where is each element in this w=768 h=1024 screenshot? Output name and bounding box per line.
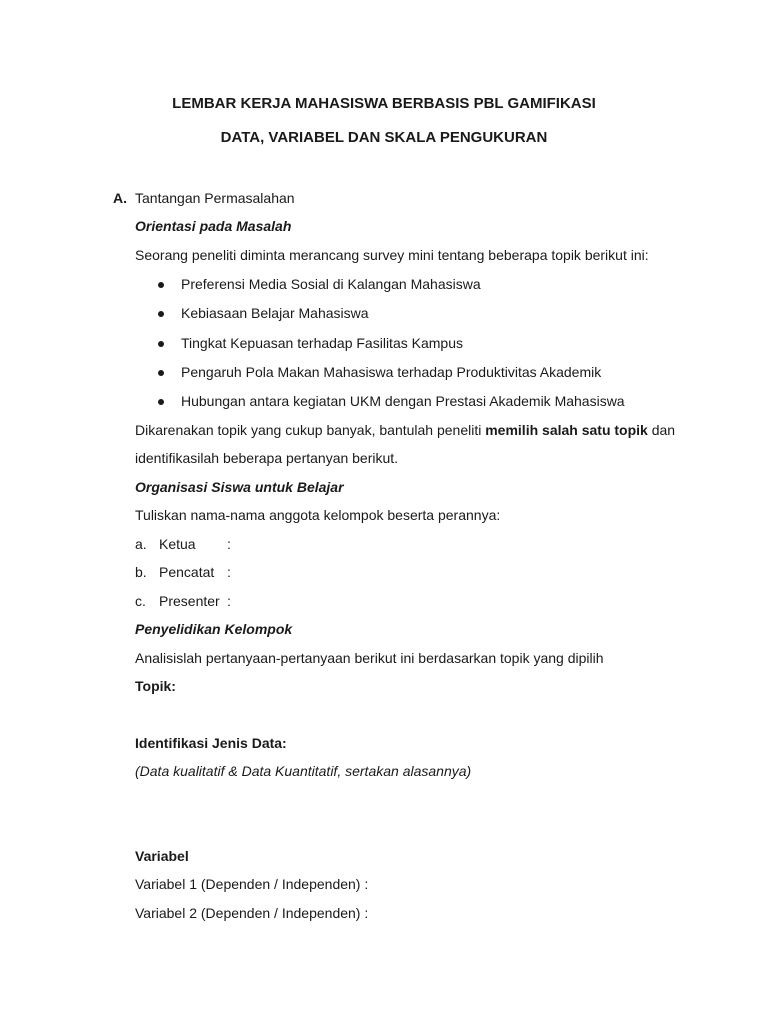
bullet-icon: [158, 311, 164, 317]
variable-label: Variabel: [135, 848, 189, 864]
organisasi-heading: Organisasi Siswa untuk Belajar: [135, 479, 344, 495]
bullet-icon: [158, 370, 164, 376]
topic-item: Hubungan antara kegiatan UKM dengan Prestasi Akademik Mahasiswa: [181, 393, 625, 409]
topic-item: Pengaruh Pola Makan Mahasiswa terhadap Produktivitas Akademik: [181, 364, 602, 380]
topic-label: Topik:: [135, 678, 176, 694]
instruction-text: Dikarenakan topik yang cukup banyak, bantulah peneliti: [135, 422, 486, 438]
bullet-icon: [158, 399, 164, 405]
role-marker: b.: [135, 564, 147, 580]
penyelidikan-heading: Penyelidikan Kelompok: [135, 621, 293, 637]
topic-item: Kebiasaan Belajar Mahasiswa: [181, 305, 369, 321]
role-marker: c.: [135, 593, 146, 609]
role-label-pencatat: Pencatat: [159, 564, 215, 580]
role-label-ketua: Ketua: [159, 536, 196, 552]
data-type-hint: (Data kualitatif & Data Kuantitatif, sertakan alasannya): [135, 763, 472, 779]
organisasi-intro: Tuliskan nama-nama anggota kelompok beserta perannya:: [135, 507, 501, 523]
bullet-icon: [158, 341, 164, 347]
instruction-emphasis: memilih salah satu topik: [485, 422, 648, 438]
penyelidikan-intro: Analisislah pertanyaan-pertanyaan berikut ini berdasarkan topik yang dipilih: [135, 650, 604, 666]
instruction-line-1: [135, 422, 675, 438]
orientasi-heading: Orientasi pada Masalah: [135, 218, 292, 234]
document-title: LEMBAR KERJA MAHASISWA BERBASIS PBL GAMIFIKASI: [172, 95, 596, 112]
topic-item: Preferensi Media Sosial di Kalangan Mahasiswa: [181, 276, 481, 292]
bullet-icon: [158, 282, 164, 288]
role-colon: :: [227, 536, 231, 552]
role-colon: :: [227, 593, 231, 609]
role-marker: a.: [135, 536, 147, 552]
variable-2: Variabel 2 (Dependen / Independen) :: [135, 905, 369, 921]
data-type-label: Identifikasi Jenis Data:: [135, 735, 287, 751]
role-label-presenter: Presenter: [159, 593, 220, 609]
orientasi-intro: Seorang peneliti diminta merancang survey mini tentang beberapa topik berikut ini:: [135, 247, 649, 263]
variable-1: Variabel 1 (Dependen / Independen) :: [135, 876, 369, 892]
section-letter: A.: [113, 190, 127, 206]
instruction-text-end: dan: [647, 422, 676, 438]
topic-item: Tingkat Kepuasan terhadap Fasilitas Kampus: [181, 335, 463, 351]
instruction-line-2: identifikasilah beberapa pertanyan berikut.: [135, 450, 399, 466]
role-colon: :: [227, 564, 231, 580]
section-heading: Tantangan Permasalahan: [135, 190, 295, 206]
document-subtitle: DATA, VARIABEL DAN SKALA PENGUKURAN: [220, 129, 548, 146]
